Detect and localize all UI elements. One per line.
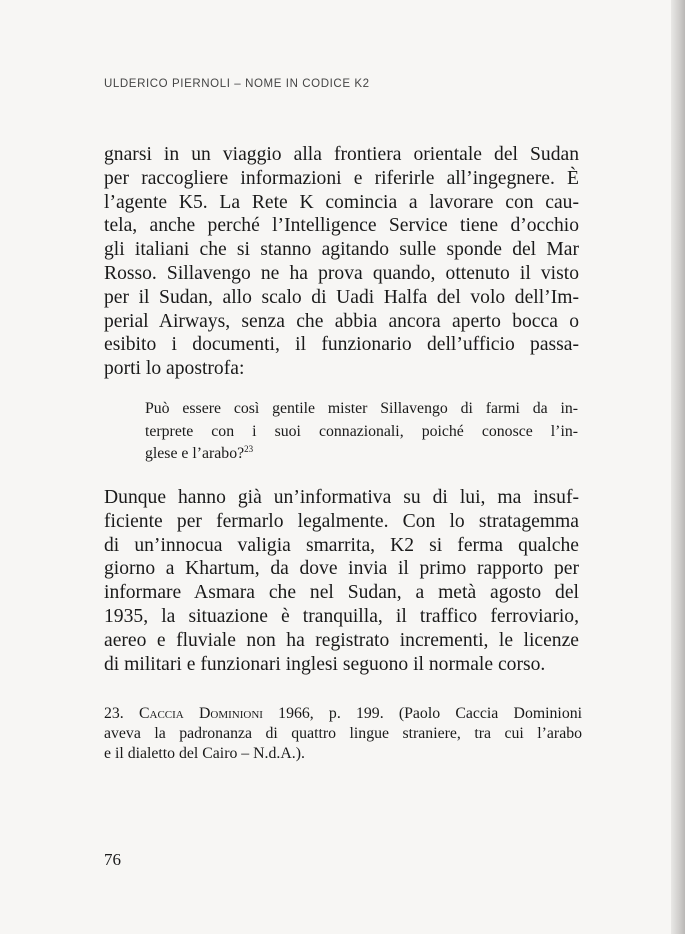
text-line: Rosso. Sillavengo ne ha prova quando, ottenuto il visto — [104, 262, 579, 284]
text-line: esibito i documenti, il funzionario dell’ufficio passa- — [104, 334, 579, 356]
page-edge — [671, 0, 685, 934]
quote-line — [145, 443, 578, 466]
quote-line: terprete con i suoi connazionali, poiché conosce l’in- — [145, 422, 578, 440]
footnote-line: aveva la padronanza di quattro lingue straniere, tra cui l’arabo — [104, 725, 582, 742]
text-line: ficiente per fermarlo legalmente. Con lo stratagemma — [104, 510, 579, 532]
footnote-citation: 1966, p. 199. (Paolo Caccia Dominioni — [262, 705, 583, 722]
text-line: l’agente K5. La Rete K comincia a lavorare con cau- — [104, 191, 579, 213]
text-line: aereo e fluviale non ha registrato incrementi, le licenze — [104, 629, 579, 651]
footnote-line: e il dialetto del Cairo – N.d.A.). — [104, 745, 305, 762]
page-number: 76 — [104, 850, 121, 869]
text-line: di militari e funzionari inglesi seguono il normale corso. — [104, 653, 546, 675]
text-line: giorno a Khartum, da dove invia il primo rapporto per — [104, 558, 579, 580]
running-head: ULDERICO PIERNOLI – NOME IN CODICE K2 — [104, 78, 370, 90]
text-line: per il Sudan, allo scalo di Uadi Halfa del volo dell’Im- — [104, 286, 579, 308]
text-line: Dunque hanno già un’informativa su di lui, ma insuf- — [104, 487, 579, 508]
text-line: perial Airways, senza che abbia ancora aperto bocca o — [104, 310, 579, 332]
text-line: 1935, la situazione è tranquilla, il traffico ferroviario, — [104, 605, 579, 627]
quote-line-text: glese e l’arabo? — [145, 445, 245, 462]
footnote-number: 23. — [104, 705, 124, 722]
text-line: porti lo apostrofa: — [104, 358, 245, 380]
footnote-line — [104, 704, 582, 724]
footnote — [104, 704, 582, 764]
footnote-ref: 23 — [244, 444, 254, 454]
text-line: gnarsi in un viaggio alla frontiera orientale del Sudan — [104, 144, 579, 165]
text-line: gli italiani che si stanno agitando sulle sponde del Mar — [104, 239, 579, 261]
footnote-author: Caccia Dominioni — [138, 705, 263, 722]
paragraph-1 — [104, 143, 579, 381]
paragraph-2 — [104, 486, 579, 676]
text-line: informare Asmara che nel Sudan, a metà agosto del — [104, 582, 579, 604]
text-line: di un’innocua valigia smarrita, K2 si ferma qualche — [104, 534, 579, 556]
text-line: per raccogliere informazioni e riferirle all’ingegnere. È — [104, 167, 579, 189]
text-line: tela, anche perché l’Intelligence Service tiene d’occhio — [104, 215, 579, 237]
block-quote — [145, 398, 578, 466]
quote-line: Può essere così gentile mister Sillavengo di farmi da in- — [145, 400, 578, 417]
